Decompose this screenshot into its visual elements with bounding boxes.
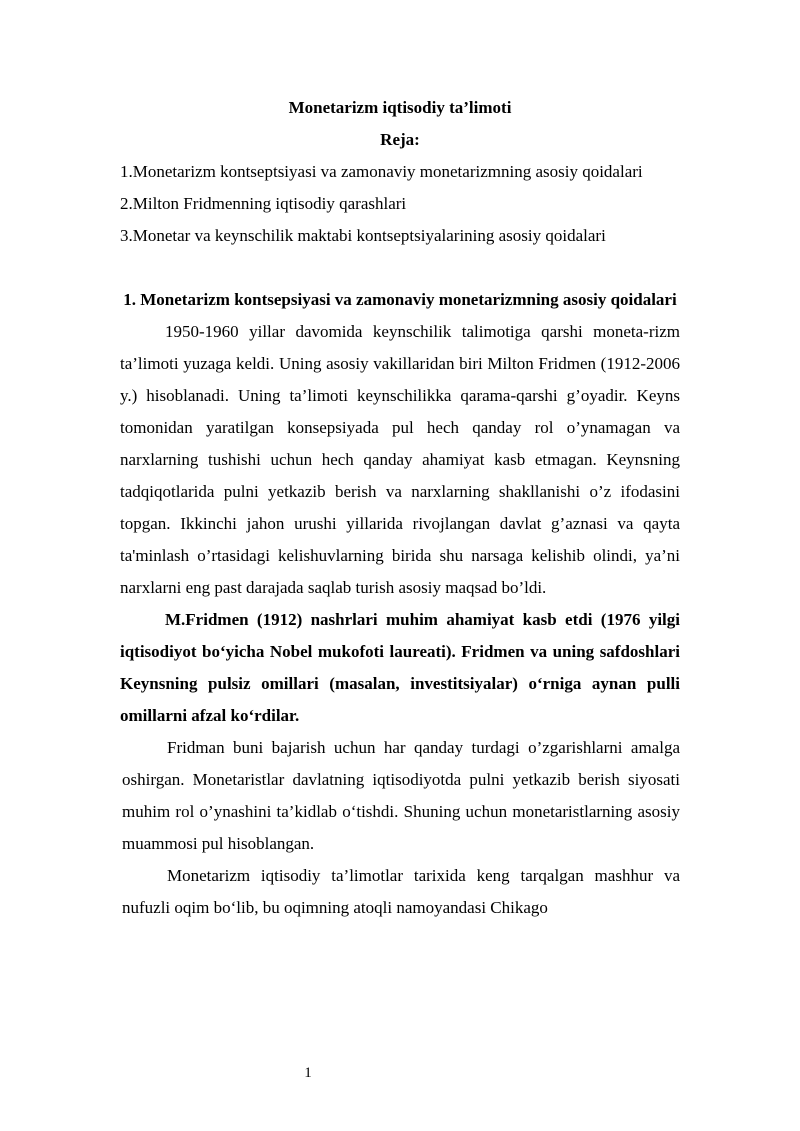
paragraph-4: Monetarizm iqtisodiy ta’limotlar tarixida keng tarqalgan mashhur va nufuzli oqim bo‘lib, bu oqimning atoqli namoyandasi Chikago xyxy=(122,866,680,917)
document-title: Monetarizm iqtisodiy ta’limoti xyxy=(288,98,512,117)
paragraph-2-bold: M.Fridmen (1912) nashrlari muhim ahamiyat kasb etdi (1976 yilgi iqtisodiyot bo‘yicha Nobel mukofoti laureati). Fridmen va uning safdoshlari Keynsning pulsiz omillari (masalan, investitsiyalar) o‘rniga aynan pulli omillarni afzal ko‘rdilar. xyxy=(120,610,680,725)
section-heading: 1. Monetarizm kontsepsiyasi va zamonaviy monetarizmning asosiy qoidalari xyxy=(123,290,677,309)
plan-item-3: 3.Monetar va keynschilik maktabi kontseptsiyalarining asosiy qoidalari xyxy=(120,226,606,245)
blank-line xyxy=(120,252,680,284)
page-number: 1 xyxy=(304,1065,312,1081)
paragraph-1: 1950-1960 yillar davomida keynschilik talimotiga qarshi moneta-rizm ta’limoti yuzaga keldi. Uning asosiy vakillaridan biri Milton Fridmen (1912-2006 y.) hisoblanadi. Uning ta’limoti keynschilikka qarama-qarshi g’oyadir. Keyns tomonidan yaratilgan konsepsiyada pul hech qanday rol o’ynamagan va narxlarning tushishi uchun hech qanday ahamiyat kasb etmagan. Keynsning tadqiqotlarida pulni yetkazib berish va narxlarning shakllanishi o’z ifodasini topgan. Ikkinchi jahon urushi yillarida rivojlangan davlat g’aznasi va qayta ta'minlash o’rtasidagi kelishuvlarning birida shu narsaga kelishib olindi, ya’ni narxlarni eng past darajada saqlab turish asosiy maqsad bo’ldi. xyxy=(120,322,680,597)
document-page xyxy=(120,92,680,924)
paragraph-3: Fridman buni bajarish uchun har qanday turdagi o’zgarishlarni amalga oshirgan. Monetaristlar davlatning iqtisodiyotda pulni yetkazib berish siyosati muhim rol o’ynashini ta’kidlab o‘tishdi. Shuning uchun monetaristlarning asosiy muammosi pul hisoblangan. xyxy=(122,738,680,853)
plan-item-2: 2.Milton Fridmenning iqtisodiy qarashlari xyxy=(120,194,407,213)
plan-heading: Reja: xyxy=(380,130,420,149)
plan-item-1: 1.Monetarizm kontseptsiyasi va zamonaviy monetarizmning asosiy qoidalari xyxy=(120,162,643,181)
